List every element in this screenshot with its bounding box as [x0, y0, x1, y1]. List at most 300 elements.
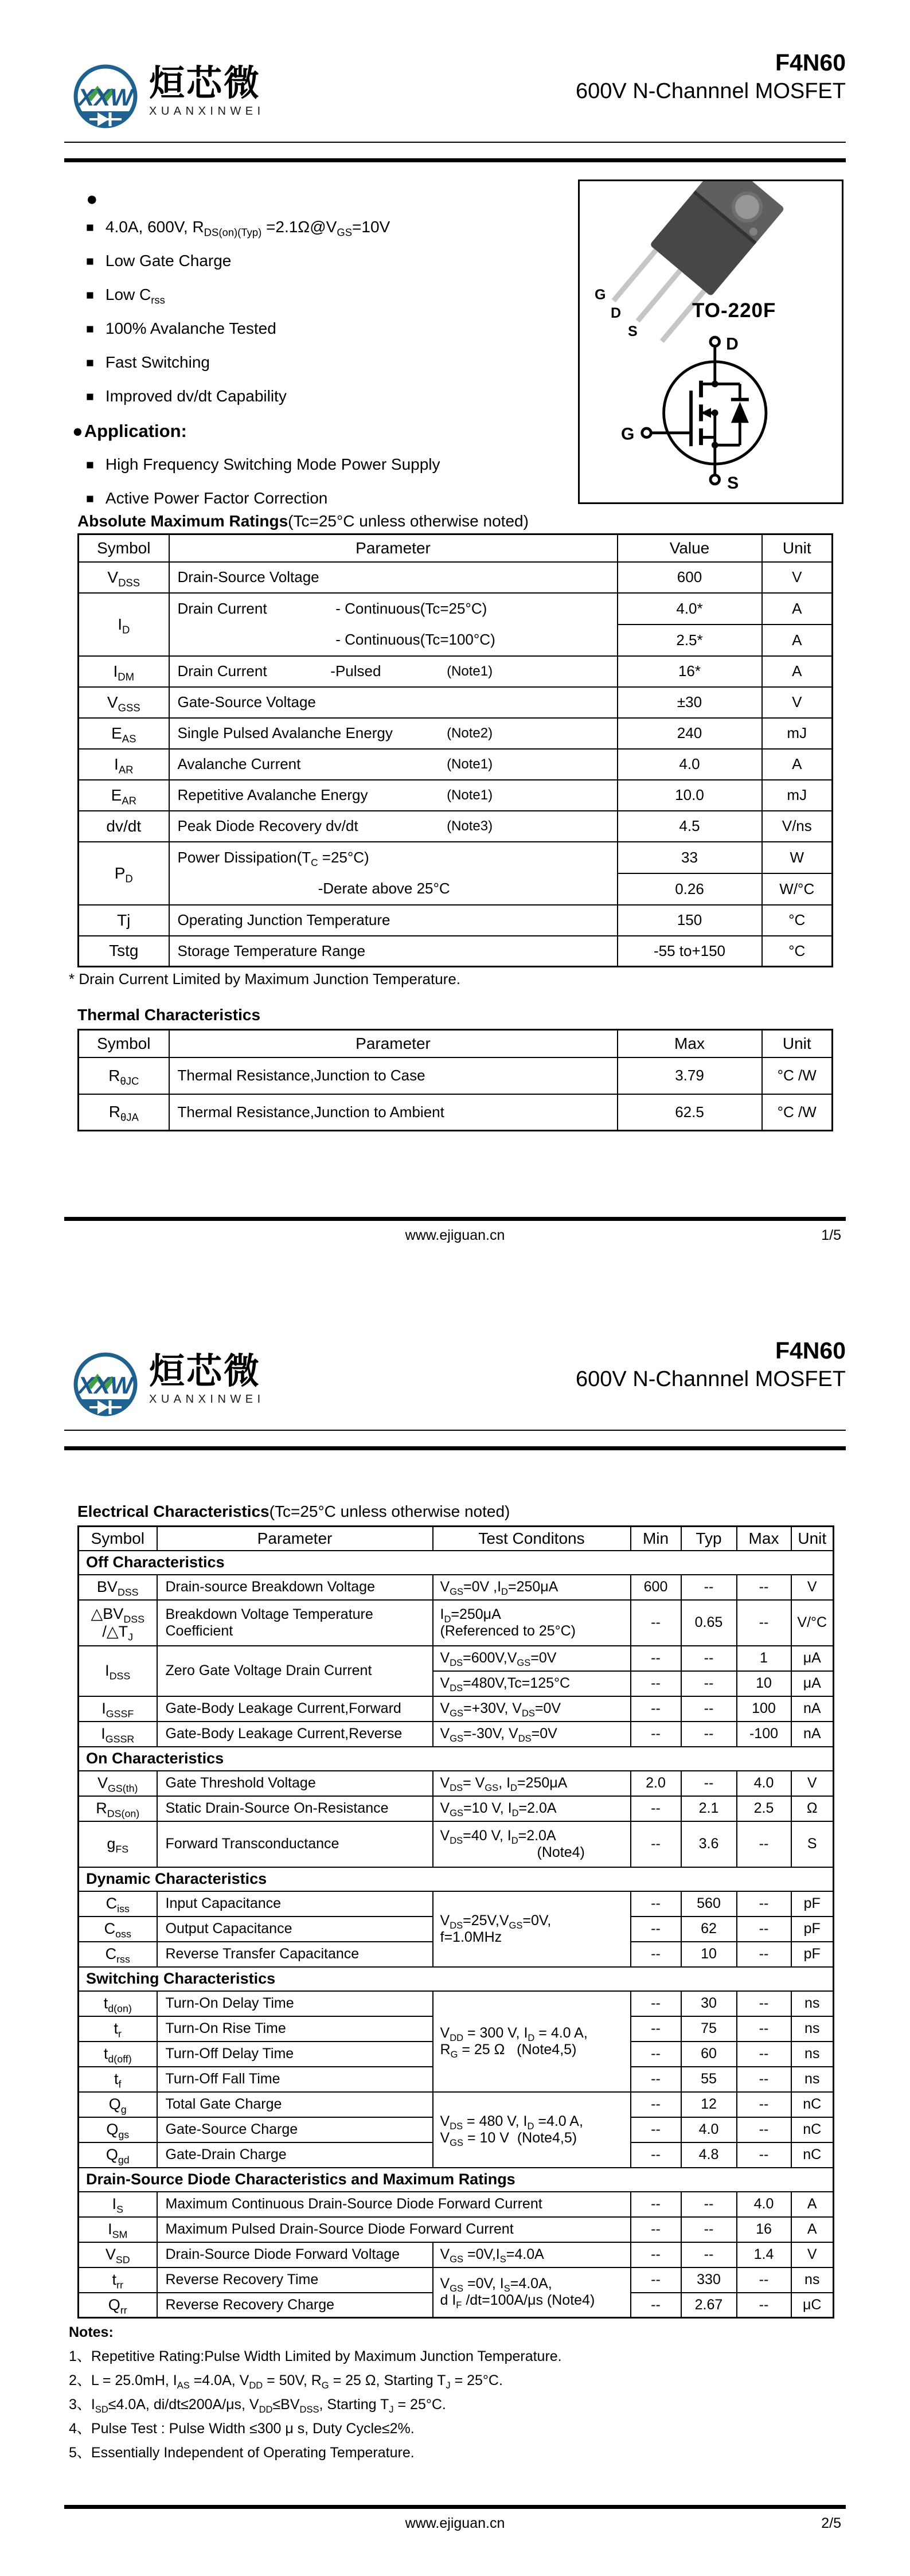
param-cond: - Continuous(Tc=25°C) [335, 600, 487, 617]
footer-url: www.ejiguan.cn [405, 2515, 505, 2531]
footer-url: www.ejiguan.cn [405, 1227, 505, 1243]
tc-cell [433, 1821, 631, 1867]
typ-cell: -- [681, 1671, 737, 1696]
unit-cell: nA [791, 1722, 834, 1747]
param-cell: Gate-Body Leakage Current,Reverse [157, 1722, 433, 1747]
notes-section [69, 2320, 562, 2465]
feature-text: Improved dv/dt Capability [105, 387, 287, 405]
unit-cell: W/°C [762, 873, 833, 905]
max-cell: 4.0 [737, 1771, 791, 1796]
application-text: High Frequency Switching Mode Power Supply [105, 455, 440, 473]
unit-cell: A [791, 2192, 834, 2217]
param-cell: Turn-On Delay Time [157, 1991, 433, 2016]
unit-cell: ns [791, 2267, 834, 2293]
feature-text: 100% Avalanche Tested [105, 319, 276, 337]
feature-item [86, 218, 562, 239]
tc-cell: $V_{GS} =0V$, $I_S=4.0A$, d $I_F$ /dt=100A/μs (Note4) [433, 2267, 631, 2318]
param-cell: Gate-Source Charge [157, 2117, 433, 2142]
param-cell: Maximum Pulsed Drain-Source Diode Forward Current [157, 2217, 631, 2242]
brand-name-en: XUANXINWEI [149, 105, 265, 118]
sym-cell: $P_D$ [79, 842, 169, 905]
unit-cell: ns [791, 2042, 834, 2067]
ec-title-bold: Electrical Characteristics [77, 1502, 270, 1520]
feature-text: Low $C_{rss}$ [105, 286, 165, 306]
value-cell: 33 [618, 842, 762, 873]
thermal-title: Thermal Characteristics [77, 1006, 261, 1024]
application-heading [72, 421, 562, 442]
max-cell: -- [737, 1891, 791, 1917]
table-row [79, 593, 833, 625]
to220f-package-image [578, 179, 829, 348]
note-line: 2、L = 25.0mH, $I_{AS} =4.0A$, $V_{DD} = 50V$, $R_G = 25$ Ω, Starting $T_J = 25^\circ C$. [69, 2372, 503, 2391]
value-cell: 600 [618, 562, 762, 593]
section-title: Dynamic Characteristics [79, 1867, 834, 1891]
typ-cell: 12 [681, 2092, 737, 2117]
max-cell: -- [737, 2016, 791, 2042]
param-cell [169, 749, 618, 780]
col-header: Typ [681, 1527, 737, 1551]
sym-cell: $V_{SD}$ [79, 2242, 157, 2267]
header-rule-thin [64, 1430, 846, 1431]
unit-cell: μA [791, 1671, 834, 1696]
sym-cell: $t_r$ [79, 2016, 157, 2042]
sym-cell: $R_{\theta JA}$ [79, 1094, 169, 1131]
sym-cell: $Q_{rr}$ [79, 2293, 157, 2318]
sym-cell: $E_{AS}$ [79, 718, 169, 749]
sym-cell: $t_{d(on)}$ [79, 1991, 157, 2016]
param-cond: -Pulsed [330, 662, 381, 680]
note-line: 4、Pulse Test : Pulse Width ≤300 μ s, Duty Cycle≤2%. [69, 2421, 415, 2437]
sym-cell: $Q_{gd}$ [79, 2142, 157, 2168]
xxw-logo-icon [72, 63, 141, 135]
table-row [79, 1821, 834, 1867]
unit-cell: V [791, 1575, 834, 1600]
unit-cell: A [791, 2217, 834, 2242]
ec-title-cond: (Tc=25°C unless otherwise noted) [269, 1502, 510, 1520]
value-cell: 4.0 [618, 749, 762, 780]
max-cell: -- [737, 1821, 791, 1867]
unit-cell: A [762, 593, 833, 625]
table-row [79, 780, 833, 811]
value-cell: 0.26 [618, 873, 762, 905]
unit-cell: A [762, 656, 833, 687]
section-row [79, 1747, 834, 1771]
min-cell: -- [631, 2092, 681, 2117]
unit-cell: nC [791, 2092, 834, 2117]
param-cell [169, 780, 618, 811]
unit-cell: ns [791, 2067, 834, 2092]
pin-label-s: S [628, 323, 638, 339]
typ-cell: 330 [681, 2267, 737, 2293]
company-logo [72, 1351, 265, 1423]
tc-cell: $V_{GS}=+30V$, $V_{DS}=0V$ [433, 1696, 631, 1722]
max-cell: -- [737, 1942, 791, 1967]
max-cell: -- [737, 2142, 791, 2168]
unit-cell: °C /W [762, 1057, 833, 1094]
unit-cell: mJ [762, 780, 833, 811]
note-ref: (Note1) [447, 756, 493, 772]
param-cond: -Derate above 25°C [318, 880, 450, 897]
sym-cell: $I_{AR}$ [79, 749, 169, 780]
application-title: Application: [84, 421, 187, 441]
abs-max-footnote: * Drain Current Limited by Maximum Junction Temperature. [69, 970, 461, 988]
param-cell: Output Capacitance [157, 1917, 433, 1942]
square-bullet-icon: ■ [86, 491, 94, 506]
brand-text [149, 63, 265, 118]
max-cell: -- [737, 2042, 791, 2067]
package-name: TO-220F [692, 299, 776, 322]
unit-cell: V [791, 1771, 834, 1796]
param-cell: Static Drain-Source On-Resistance [157, 1796, 433, 1821]
value-cell: 240 [618, 718, 762, 749]
table-row [79, 842, 833, 873]
table-row [79, 718, 833, 749]
min-cell: -- [631, 2016, 681, 2042]
unit-cell: V/ns [762, 811, 833, 842]
col-header: Unit [762, 1030, 833, 1057]
min-cell: -- [631, 2117, 681, 2142]
col-header: Unit [762, 534, 833, 562]
min-cell: -- [631, 2142, 681, 2168]
param-label: Peak Diode Recovery dv/dt [177, 817, 358, 834]
abs-max-table [77, 533, 833, 967]
min-cell: -- [631, 1891, 681, 1917]
param-cell [169, 718, 618, 749]
application-item [86, 489, 562, 508]
min-cell: -- [631, 1796, 681, 1821]
unit-cell: V [791, 2242, 834, 2267]
min-cell: -- [631, 2192, 681, 2217]
max-cell: 10 [737, 1671, 791, 1696]
table-row [79, 2267, 834, 2293]
page-2 [0, 1288, 910, 2576]
brand-text [149, 1351, 265, 1406]
table-row [79, 1575, 834, 1600]
col-header: Max [618, 1030, 762, 1057]
col-header: Value [618, 534, 762, 562]
param-cell: Maximum Continuous Drain-Source Diode Forward Current [157, 2192, 631, 2217]
unit-cell: pF [791, 1917, 834, 1942]
min-cell: -- [631, 2217, 681, 2242]
sym-cell: $E_{AR}$ [79, 780, 169, 811]
square-bullet-icon: ■ [86, 389, 94, 404]
sym-cell: $R_{\theta JC}$ [79, 1057, 169, 1094]
param-cell: Reverse Recovery Charge [157, 2293, 433, 2318]
param-cell [169, 811, 618, 842]
table-row [79, 1891, 834, 1917]
sym-cell: $I_S$ [79, 2192, 157, 2217]
min-cell: 2.0 [631, 1771, 681, 1796]
unit-cell: pF [791, 1942, 834, 1967]
table-row [79, 687, 833, 718]
typ-cell: 62 [681, 1917, 737, 1942]
table-row [79, 562, 833, 593]
sym-cell: $V_{GSS}$ [79, 687, 169, 718]
sym-cell: $I_D$ [79, 593, 169, 656]
abs-max-title-bold: Absolute Maximum Ratings [77, 512, 288, 530]
min-cell: -- [631, 2293, 681, 2318]
unit-cell: S [791, 1821, 834, 1867]
table-row [79, 905, 833, 936]
sym-cell: dv/dt [79, 811, 169, 842]
sym-cell: $R_{DS(on)}$ [79, 1796, 157, 1821]
note-ref: (Note1) [447, 663, 493, 679]
note-ref: (Note4) [537, 1844, 585, 1860]
param-cond: - Continuous(Tc=100°C) [335, 631, 495, 648]
unit-cell: ns [791, 1991, 834, 2016]
param-label: Avalanche Current [177, 755, 301, 772]
sym-cell: $t_{d(off)}$ [79, 2042, 157, 2067]
min-cell: -- [631, 1600, 681, 1646]
square-bullet-icon: ■ [86, 287, 94, 302]
table-header-row [79, 1527, 834, 1551]
unit-cell: A [762, 625, 833, 656]
features-section [72, 188, 562, 523]
param-cell: Forward Transconductance [157, 1821, 433, 1867]
table-row [79, 1722, 834, 1747]
doc-subtitle: 600V N-Channnel MOSFET [576, 79, 846, 104]
table-row [79, 2217, 834, 2242]
max-cell: 4.0 [737, 2192, 791, 2217]
table-row [79, 1600, 834, 1646]
param-cell: Gate Threshold Voltage [157, 1771, 433, 1796]
typ-cell: -- [681, 1575, 737, 1600]
note-ref: (Note2) [447, 725, 493, 741]
abs-max-title-cond: (Tc=25°C unless otherwise noted) [288, 512, 529, 530]
max-cell: -- [737, 1600, 791, 1646]
part-number: F4N60 [775, 1337, 846, 1364]
tc-text: $V_{DS}=40$ V, $I_D=2.0A$ [440, 1827, 556, 1846]
tc-cell: $I_D=250\mu A$ (Referenced to 25°C) [433, 1600, 631, 1646]
unit-cell: W [762, 842, 833, 873]
feature-item [86, 387, 562, 405]
feature-item [86, 353, 562, 372]
param-cell: Zero Gate Voltage Drain Current [157, 1646, 433, 1696]
tc-cell: $V_{DS}=25V,V_{GS}=0V$, f=1.0MHz [433, 1891, 631, 1967]
svg-text:XXW: XXW [78, 1372, 133, 1399]
value-cell: 10.0 [618, 780, 762, 811]
typ-cell: 60 [681, 2042, 737, 2067]
sym-cell: $V_{GS(th)}$ [79, 1771, 157, 1796]
unit-cell: mJ [762, 718, 833, 749]
header-rule-thin [64, 142, 846, 143]
table-row [79, 1796, 834, 1821]
table-row [79, 749, 833, 780]
min-cell: -- [631, 1671, 681, 1696]
param-cell: Reverse Recovery Time [157, 2267, 433, 2293]
min-cell: 600 [631, 1575, 681, 1600]
brand-name-en: XUANXINWEI [149, 1393, 265, 1406]
param-label: Repetitive Avalanche Energy [177, 786, 368, 803]
param-line [178, 625, 617, 655]
section-title: Off Characteristics [79, 1551, 834, 1575]
max-cell: -- [737, 2267, 791, 2293]
col-header: Symbol [79, 534, 169, 562]
sym-cell: $\triangle BV_{DSS}$ $/\triangle T_J$ [79, 1600, 157, 1646]
section-row [79, 1551, 834, 1575]
value-cell: ±30 [618, 687, 762, 718]
param-cell: Turn-On Rise Time [157, 2016, 433, 2042]
table-row [79, 1696, 834, 1722]
param-cell: Thermal Resistance,Junction to Ambient [169, 1094, 618, 1131]
doc-title-block [576, 1336, 846, 1394]
param-cell: Drain-Source Diode Forward Voltage [157, 2242, 433, 2267]
max-cell: -- [737, 2067, 791, 2092]
min-cell: -- [631, 1722, 681, 1747]
feature-text: 4.0A, 600V, $R_{DS(on)(Typ)}$ $=2.1\Omega@V_{GS}=10V$ [105, 218, 390, 239]
param-cell: Turn-Off Fall Time [157, 2067, 433, 2092]
unit-cell: Ω [791, 1796, 834, 1821]
section-title: On Characteristics [79, 1747, 834, 1771]
min-cell: -- [631, 2042, 681, 2067]
table-row [79, 656, 833, 687]
unit-cell: pF [791, 1891, 834, 1917]
round-bullet-icon: ● [72, 421, 83, 441]
typ-cell: 10 [681, 1942, 737, 1967]
value-cell: 16* [618, 656, 762, 687]
sym-cell: $I_{SM}$ [79, 2217, 157, 2242]
application-item [86, 455, 562, 474]
param-line [178, 873, 617, 904]
tc-cell: $V_{GS}=0V$ $,I_D=250\mu A$ [433, 1575, 631, 1600]
sym-cell: $C_{iss}$ [79, 1891, 157, 1917]
unit-cell: nC [791, 2142, 834, 2168]
table-row [79, 811, 833, 842]
param-cell: Gate-Body Leakage Current,Forward [157, 1696, 433, 1722]
max-cell: 1.4 [737, 2242, 791, 2267]
param-cell: Reverse Transfer Capacitance [157, 1942, 433, 1967]
typ-cell: 55 [681, 2067, 737, 2092]
col-header: Parameter [169, 534, 618, 562]
unit-cell: V/°C [791, 1600, 834, 1646]
sym-cell: $g_{FS}$ [79, 1821, 157, 1867]
col-header: Max [737, 1527, 791, 1551]
unit-cell: nA [791, 1696, 834, 1722]
param-label: Single Pulsed Avalanche Energy [177, 724, 393, 741]
unit-cell: A [762, 749, 833, 780]
param-cell: Drain-source Breakdown Voltage [157, 1575, 433, 1600]
application-text: Active Power Factor Correction [105, 489, 328, 507]
sym-cell: Tstg [79, 936, 169, 967]
page-number: 2/5 [821, 2515, 841, 2531]
doc-title-block [576, 48, 846, 106]
param-cell: Breakdown Voltage Temperature Coefficient [157, 1600, 433, 1646]
xxw-logo-icon [72, 1351, 141, 1423]
footer-rule [64, 2505, 846, 2509]
max-cell: -- [737, 2092, 791, 2117]
square-bullet-icon: ■ [86, 355, 94, 370]
table-header-row [79, 1030, 833, 1057]
col-header: Symbol [79, 1527, 157, 1551]
min-cell: -- [631, 1646, 681, 1671]
param-cell: Gate-Drain Charge [157, 2142, 433, 2168]
param-line [178, 594, 617, 625]
symbol-label-d: D [726, 334, 739, 354]
col-header: Min [631, 1527, 681, 1551]
max-cell: -- [737, 1917, 791, 1942]
typ-cell: 3.6 [681, 1821, 737, 1867]
param-label: Drain Current [177, 662, 267, 680]
abs-max-title [77, 512, 529, 530]
table-row [79, 1057, 833, 1094]
col-header: Unit [791, 1527, 834, 1551]
feature-item [86, 319, 562, 338]
square-bullet-icon: ■ [86, 220, 94, 235]
table-header-row [79, 534, 833, 562]
section-row [79, 1867, 834, 1891]
table-row [79, 1094, 833, 1131]
part-number: F4N60 [775, 49, 846, 76]
typ-cell: 4.8 [681, 2142, 737, 2168]
features-bullet: ● [86, 188, 98, 210]
value-cell: 62.5 [618, 1094, 762, 1131]
note-line: 5、Essentially Independent of Operating Temperature. [69, 2445, 415, 2461]
tc-cell: $V_{GS}=10$ V, $I_D=2.0A$ [433, 1796, 631, 1821]
ec-title [77, 1502, 510, 1521]
symbol-label-s: S [727, 473, 739, 493]
unit-cell: V [762, 562, 833, 593]
max-cell: 16 [737, 2217, 791, 2242]
brand-name-cn: 烜芯微 [149, 64, 261, 103]
param-label: Drain Current [177, 600, 267, 617]
section-title: Drain-Source Diode Characteristics and Maximum Ratings [79, 2168, 834, 2192]
value-cell: 2.5* [618, 625, 762, 656]
mosfet-symbol-diagram [620, 326, 801, 498]
thermal-table [77, 1029, 833, 1131]
param-cell: Gate-Source Voltage [169, 687, 618, 718]
max-cell: -- [737, 2293, 791, 2318]
doc-subtitle: 600V N-Channnel MOSFET [576, 1367, 846, 1392]
param-cell: Storage Temperature Range [169, 936, 618, 967]
col-header: Parameter [157, 1527, 433, 1551]
max-cell: -100 [737, 1722, 791, 1747]
sym-cell: $t_f$ [79, 2067, 157, 2092]
sym-cell: $V_{DSS}$ [79, 562, 169, 593]
typ-cell: 30 [681, 1991, 737, 2016]
typ-cell: 4.0 [681, 2117, 737, 2142]
param-cell: Turn-Off Delay Time [157, 2042, 433, 2067]
electrical-characteristics-table [77, 1525, 834, 2319]
param-cell [169, 593, 618, 656]
package-diagram-box [578, 179, 843, 504]
pin-label-g: G [595, 287, 606, 303]
sym-cell: Tj [79, 905, 169, 936]
max-cell: 100 [737, 1696, 791, 1722]
col-header: Symbol [79, 1030, 169, 1057]
table-row [79, 2192, 834, 2217]
sym-cell: $C_{oss}$ [79, 1917, 157, 1942]
col-header: Parameter [169, 1030, 618, 1057]
table-row [79, 2092, 834, 2117]
page-number: 1/5 [821, 1227, 841, 1243]
param-cell: Thermal Resistance,Junction to Case [169, 1057, 618, 1094]
table-row [79, 2242, 834, 2267]
feature-text: Fast Switching [105, 353, 210, 371]
unit-cell: nC [791, 2117, 834, 2142]
company-logo [72, 63, 265, 135]
typ-cell: 2.67 [681, 2293, 737, 2318]
brand-name-cn: 烜芯微 [149, 1352, 261, 1391]
min-cell: -- [631, 2242, 681, 2267]
min-cell: -- [631, 2267, 681, 2293]
typ-cell: -- [681, 2192, 737, 2217]
section-row [79, 1967, 834, 1991]
unit-cell: V [762, 687, 833, 718]
feature-item [86, 252, 562, 270]
typ-cell: 0.65 [681, 1600, 737, 1646]
sym-cell: $Q_{gs}$ [79, 2117, 157, 2142]
header-rule-thick [64, 158, 846, 162]
